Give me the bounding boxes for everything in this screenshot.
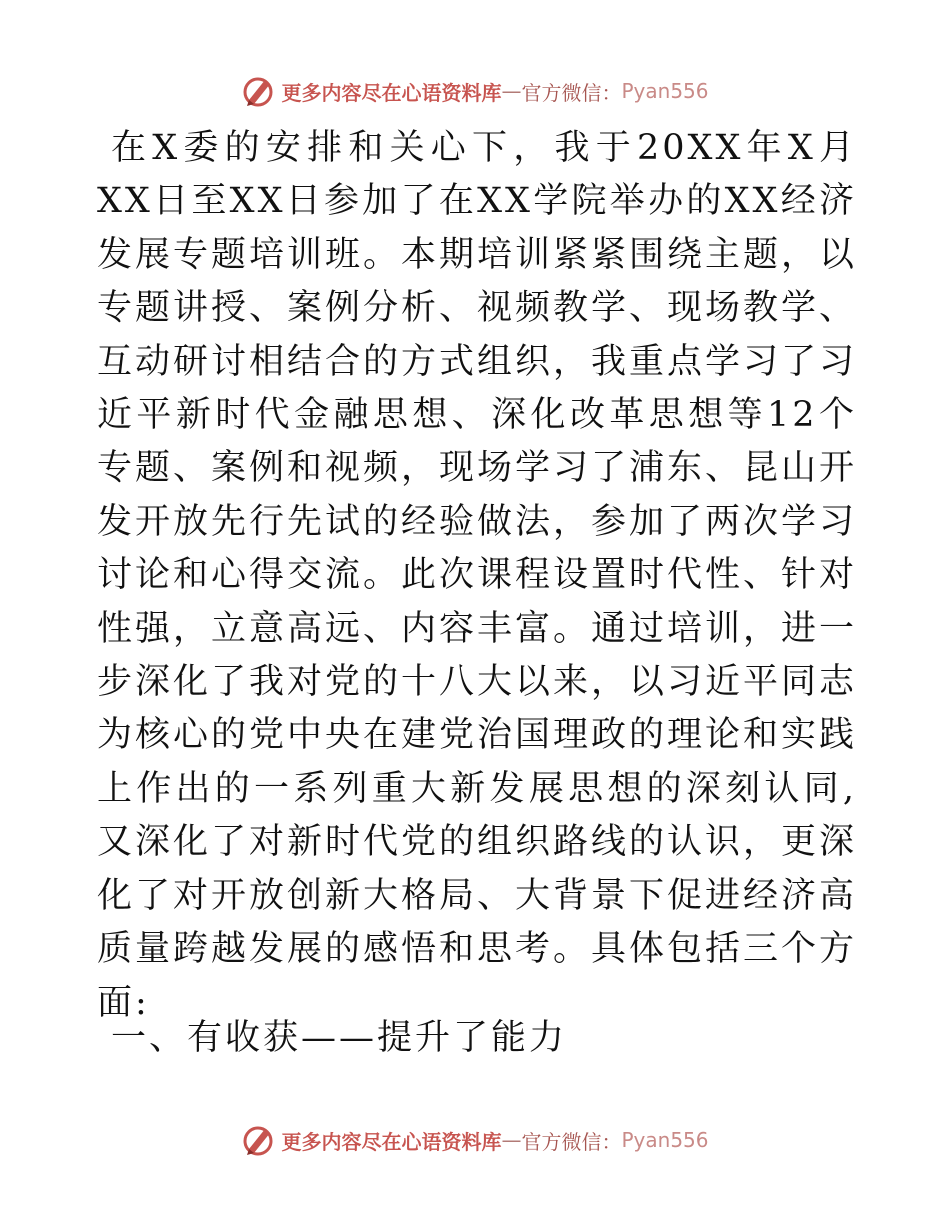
body-paragraph: 在X委的安排和关心下，我于20XX年X月XX日至XX日参加了在XX学院举办的XX经济发展专题培训班。本期培训紧紧围绕主题，以专题讲授、案例分析、视频教学、现场教学、互动研讨相结合的方式组织，我重点学习了习近平新时代金融思想、深化改革思想等12个专题、案例和视频，现场学习了浦东、昆山开发开放先行先试的经验做法，参加了两次学习讨论和心得交流。此次课程设置时代性、针对性强，立意高远、内容丰富。通过培训，进一步深化了我对党的十八大以来，以习近平同志为核心的党中央在建党治国理政的理论和实践上作出的一系列重大新发展思想的深刻认同,又深化了对新时代党的组织路线的认识，更深化了对开放创新大格局、大背景下促进经济高质量跨越发展的感悟和思考。具体包括三个方面:	[97, 128, 858, 1023]
watermark-dash: —	[501, 1128, 522, 1152]
header-watermark	[0, 71, 950, 111]
watermark-brand: 更多内容尽在心语资料库	[281, 80, 502, 105]
watermark-wechat-id: Pyan556	[621, 79, 709, 103]
pen-circle-icon	[241, 1123, 275, 1157]
watermark-brand: 更多内容尽在心语资料库	[281, 1129, 502, 1154]
watermark-wechat-id: Pyan556	[621, 1128, 709, 1152]
watermark-official-label: 官方微信：	[521, 80, 622, 105]
watermark-dash: —	[501, 79, 522, 103]
footer-watermark	[0, 1120, 950, 1160]
section-heading: 一、有收获——提升了能力	[111, 1018, 568, 1058]
pen-circle-icon	[241, 74, 275, 108]
watermark-official-label: 官方微信：	[521, 1129, 622, 1154]
